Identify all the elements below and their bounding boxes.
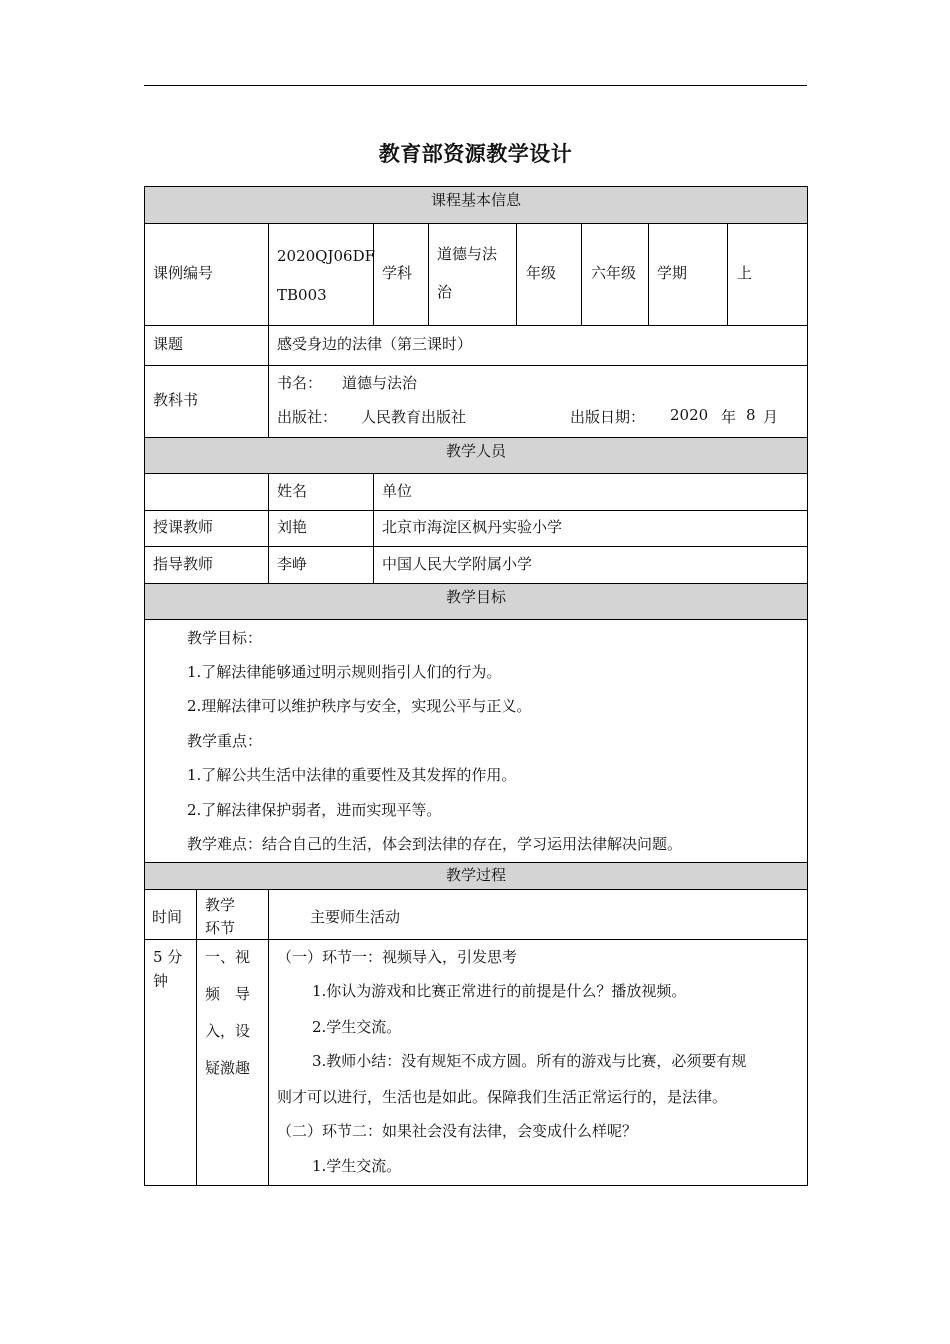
document-title: 教育部资源教学设计 — [378, 142, 573, 166]
process-time-value-line2: 钟 — [153, 972, 169, 990]
objective-line: 教学难点：结合自己的生活，体会到法律的存在，学习运用法律解决问题。 — [187, 835, 683, 853]
staff-unit-header: 单位 — [382, 482, 413, 500]
subject-value-line1: 道德与法 — [437, 245, 498, 263]
topic-label: 课题 — [153, 335, 184, 353]
staff-name-header: 姓名 — [277, 482, 308, 500]
code-value-line2: TB003 — [277, 286, 327, 304]
process-stage-line: 频 导 — [205, 985, 251, 1003]
process-activity-line: 2.学生交流。 — [312, 1018, 402, 1036]
header-rule — [144, 85, 807, 86]
staff-role: 指导教师 — [153, 555, 214, 573]
code-label: 课例编号 — [153, 264, 214, 282]
objective-line: 教学重点： — [187, 732, 263, 750]
subject-label: 学科 — [382, 264, 413, 282]
subject-value-cell — [428, 223, 517, 326]
objective-line: 1.了解公共生活中法律的重要性及其发挥的作用。 — [187, 766, 517, 784]
publisher-value: 人民教育出版社 — [361, 408, 467, 426]
month-unit: 月 — [763, 408, 779, 426]
process-stage-header-line2: 环节 — [205, 919, 236, 937]
staff-head-unit-cell — [373, 473, 808, 511]
process-stage-line: 一、视 — [205, 948, 251, 966]
year-unit: 年 — [721, 408, 737, 426]
staff-name: 刘艳 — [277, 518, 308, 536]
objective-line: 2.了解法律保护弱者，进而实现平等。 — [187, 801, 442, 819]
pub-month: 8 — [746, 406, 756, 424]
process-header: 教学过程 — [144, 862, 808, 890]
grade-value: 六年级 — [591, 264, 637, 282]
process-time-value-line1: 5 分 — [153, 948, 183, 966]
process-stage-line: 疑激趣 — [205, 1059, 251, 1077]
publisher-label: 出版社： — [277, 408, 338, 426]
term-value: 上 — [737, 264, 753, 282]
process-activity-header: 主要师生活动 — [310, 908, 401, 926]
textbook-label: 教科书 — [153, 391, 199, 409]
process-activity-line: 1.学生交流。 — [312, 1157, 402, 1175]
objective-line: 1.了解法律能够通过明示规则指引人们的行为。 — [187, 663, 502, 681]
topic-value: 感受身边的法律（第三课时） — [277, 335, 473, 353]
staff-head-role-cell — [144, 473, 269, 511]
process-activity-line: 则才可以进行，生活也是如此。保障我们生活正常运行的，是法律。 — [277, 1088, 728, 1106]
staff-header: 教学人员 — [144, 437, 808, 474]
process-activity-line: （一）环节一：视频导入，引发思考 — [277, 948, 518, 966]
process-stage-header-line1: 教学 — [205, 896, 236, 914]
book-name-label: 书名： — [277, 374, 323, 392]
process-activity-line: （二）环节二：如果社会没有法律，会变成什么样呢？ — [277, 1122, 638, 1140]
staff-unit: 中国人民大学附属小学 — [382, 555, 533, 573]
process-activity-line: 1.你认为游戏和比赛正常进行的前提是什么？播放视频。 — [312, 982, 687, 1000]
process-time-cell — [144, 939, 197, 1186]
objective-line: 教学目标： — [187, 629, 263, 647]
staff-role: 授课教师 — [153, 518, 214, 536]
code-value-line1: 2020QJ06DF — [277, 247, 376, 265]
basic-info-header: 课程基本信息 — [144, 186, 808, 224]
objective-line: 2.理解法律可以维护秩序与安全，实现公平与正义。 — [187, 697, 532, 715]
term-label: 学期 — [657, 264, 688, 282]
pub-year: 2020 — [670, 406, 709, 424]
process-activity-line: 3.教师小结：没有规矩不成方圆。所有的游戏与比赛，必须要有规 — [312, 1052, 747, 1070]
book-name-value: 道德与法治 — [342, 374, 418, 392]
objectives-header: 教学目标 — [144, 583, 808, 620]
pub-date-label: 出版日期： — [570, 408, 646, 426]
code-value-cell — [268, 223, 374, 326]
staff-unit: 北京市海淀区枫丹实验小学 — [382, 518, 563, 536]
process-time-header: 时间 — [152, 908, 183, 926]
process-stage-line: 入，设 — [205, 1022, 251, 1040]
grade-label: 年级 — [526, 264, 557, 282]
staff-name: 李峥 — [277, 555, 308, 573]
subject-value-line2: 治 — [437, 283, 453, 301]
